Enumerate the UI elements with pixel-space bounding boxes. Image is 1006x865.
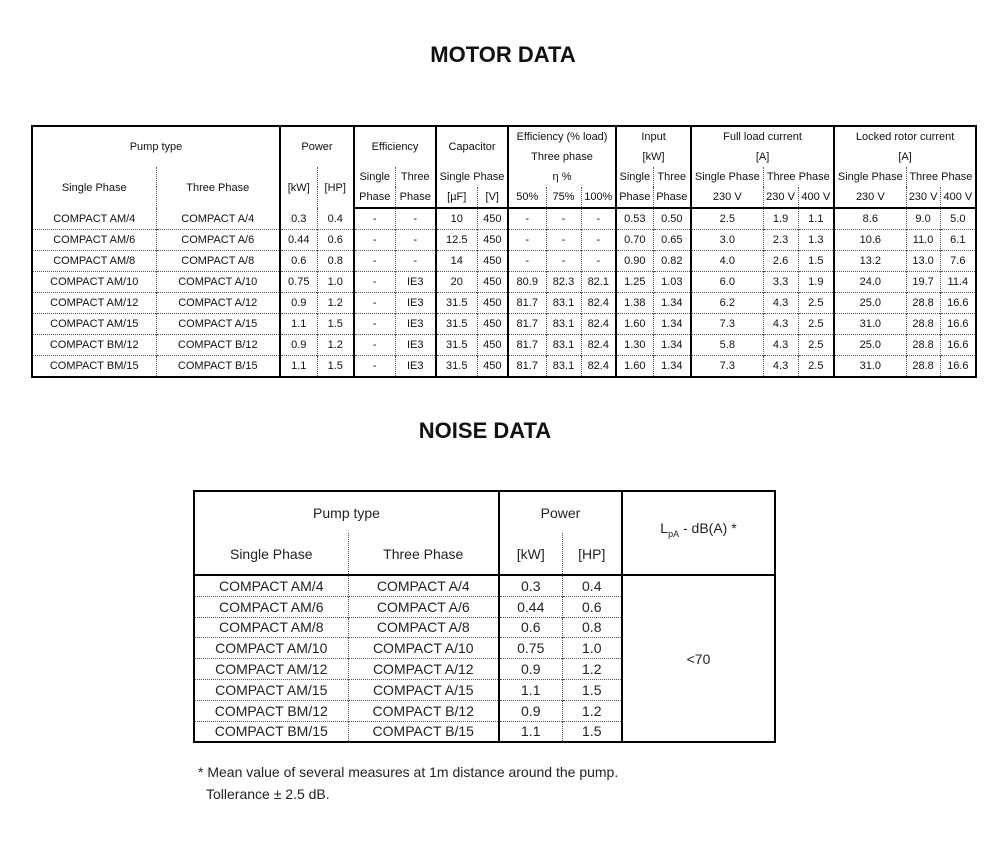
noise-header-single-phase: Single Phase [194,533,348,575]
table-cell: 24.0 [834,272,906,293]
header-power: Power [280,126,354,167]
table-cell: IE3 [395,314,436,335]
table-cell: 1.30 [616,335,653,356]
table-cell: 0.4 [317,208,354,230]
table-cell: 1.3 [798,230,834,251]
table-cell: - [546,208,581,230]
table-cell: - [395,230,436,251]
table-cell: 31.0 [834,356,906,378]
table-row [32,293,976,314]
table-row [32,314,976,335]
header-kw: [kW] [280,167,317,208]
table-cell: 0.8 [317,251,354,272]
header-input: Input [616,126,691,147]
table-cell: - [508,251,546,272]
table-cell: 7.6 [940,251,976,272]
header-input-three-phase: Phase [653,187,691,208]
table-cell: COMPACT AM/6 [194,596,348,617]
table-cell: 1.9 [763,208,798,230]
table-cell: 13.0 [906,251,940,272]
table-cell: 25.0 [834,293,906,314]
table-cell: - [354,293,395,314]
table-cell: - [354,230,395,251]
table-row [194,575,775,596]
header-input-unit: [kW] [616,147,691,167]
table-cell: - [354,208,395,230]
motor-data-table [31,125,977,378]
table-cell: 1.1 [798,208,834,230]
lpa-symbol: L [660,520,669,536]
header-flc-400: 400 V [798,187,834,208]
table-cell: 31.0 [834,314,906,335]
table-cell: 7.3 [691,314,763,335]
table-cell: 1.1 [280,356,317,378]
noise-header-power: Power [499,491,622,533]
noise-header-kw: [kW] [499,533,562,575]
table-cell: 0.75 [499,638,562,659]
header-lrc-single-phase: Single Phase [834,167,906,187]
table-cell: 1.9 [798,272,834,293]
header-flc-230-single: 230 V [691,187,763,208]
header-lrc-230-single: 230 V [834,187,906,208]
table-cell: 1.60 [616,356,653,378]
header-locked-rotor-current: Locked rotor current [834,126,976,147]
table-cell: - [395,208,436,230]
motor-table-body [32,208,976,377]
table-cell: 14 [436,251,477,272]
table-cell: 0.82 [653,251,691,272]
table-cell: COMPACT A/15 [348,679,499,700]
table-cell: 81.7 [508,335,546,356]
table-cell: 0.70 [616,230,653,251]
table-cell: 1.2 [562,659,622,680]
table-cell: COMPACT AM/8 [32,251,156,272]
table-cell: COMPACT AM/10 [194,638,348,659]
header-input-single-phase: Phase [616,187,653,208]
table-cell: 0.90 [616,251,653,272]
table-cell: 0.44 [280,230,317,251]
header-hp: [HP] [317,167,354,208]
noise-header-three-phase: Three Phase [348,533,499,575]
table-cell: 9.0 [906,208,940,230]
table-cell: COMPACT BM/12 [32,335,156,356]
table-cell: COMPACT A/8 [156,251,280,272]
header-100: 100% [581,187,616,208]
table-cell: - [581,230,616,251]
table-cell: 16.6 [940,293,976,314]
table-cell: 16.6 [940,356,976,378]
table-cell: 450 [477,230,508,251]
table-cell: COMPACT AM/4 [53,212,136,225]
table-cell: COMPACT A/12 [348,659,499,680]
table-cell: 0.6 [562,596,622,617]
table-cell: - [395,251,436,272]
table-cell: 11.4 [940,272,976,293]
table-cell: 0.50 [653,208,691,230]
table-cell: - [354,335,395,356]
table-row [32,356,976,378]
table-cell: COMPACT BM/15 [194,721,348,742]
table-cell: 2.5 [798,335,834,356]
table-cell: 0.9 [280,335,317,356]
header-input-single: Single [616,167,653,187]
table-cell: COMPACT AM/4 [218,577,324,594]
table-cell: 1.5 [798,251,834,272]
header-pump-type: Pump type [129,141,183,153]
table-cell: 450 [477,208,508,230]
table-cell: - [546,251,581,272]
table-cell: 6.0 [691,272,763,293]
table-cell: COMPACT AM/15 [194,679,348,700]
table-cell: 1.5 [562,721,622,742]
header-flc-230-three: 230 V [763,187,798,208]
table-cell: COMPACT A/4 [156,208,280,230]
table-cell: 0.6 [317,230,354,251]
table-cell: - [354,272,395,293]
table-cell: 28.8 [906,356,940,378]
table-cell: 1.2 [562,700,622,721]
table-cell: 31.5 [436,356,477,378]
table-cell: 4.0 [691,251,763,272]
table-cell: COMPACT B/12 [348,700,499,721]
table-cell: COMPACT A/15 [156,314,280,335]
table-cell: IE3 [395,272,436,293]
table-cell: 0.3 [280,208,317,230]
table-cell: 10 [436,208,477,230]
header-eff-three: Three [395,167,436,187]
table-cell: IE3 [395,335,436,356]
table-cell: 28.8 [906,314,940,335]
table-cell: 450 [477,356,508,378]
table-cell: 82.4 [581,356,616,378]
table-cell: 31.5 [436,314,477,335]
table-cell: 4.3 [763,314,798,335]
table-cell: 5.0 [940,208,976,230]
header-flc-single-phase: Single Phase [691,167,763,187]
table-cell: 2.5 [798,293,834,314]
table-cell: 450 [477,251,508,272]
table-cell: - [354,314,395,335]
header-eff-three-phase: Phase [395,187,436,208]
table-cell: 81.7 [508,356,546,378]
table-cell: 82.4 [581,293,616,314]
header-input-three: Three [653,167,691,187]
table-cell: 25.0 [834,335,906,356]
table-cell: COMPACT BM/15 [32,356,156,378]
table-cell: 12.5 [436,230,477,251]
table-cell: 6.1 [940,230,976,251]
table-cell: COMPACT A/4 [348,575,499,596]
table-cell: 1.1 [499,721,562,742]
table-cell: COMPACT A/10 [156,272,280,293]
table-cell: 31.5 [436,293,477,314]
table-row [32,251,976,272]
header-locked-rotor-unit: [A] [834,147,976,167]
table-cell: 2.5 [691,208,763,230]
table-cell: 1.34 [653,356,691,378]
header-lrc-400: 400 V [940,187,976,208]
table-cell: 83.1 [546,314,581,335]
table-cell: COMPACT B/12 [156,335,280,356]
table-cell: IE3 [395,356,436,378]
table-cell: 7.3 [691,356,763,378]
header-flc-three-phase: Three Phase [763,167,834,187]
table-cell: 1.2 [317,335,354,356]
table-cell: COMPACT A/10 [348,638,499,659]
table-cell: COMPACT AM/10 [32,272,156,293]
table-cell: 0.53 [616,208,653,230]
table-cell: 1.5 [562,679,622,700]
table-cell: COMPACT BM/12 [194,700,348,721]
header-75: 75% [546,187,581,208]
table-cell: 3.3 [763,272,798,293]
header-full-load-current: Full load current [691,126,834,147]
table-cell: 1.38 [616,293,653,314]
header-50: 50% [508,187,546,208]
table-cell: 450 [477,335,508,356]
table-row [32,272,976,293]
motor-data-title: MOTOR DATA [430,42,576,67]
table-cell: 1.25 [616,272,653,293]
table-cell: 81.7 [508,293,546,314]
noise-level-value: <70 [622,575,775,742]
table-cell: 10.6 [834,230,906,251]
table-cell: - [508,208,546,230]
table-cell: - [581,208,616,230]
table-cell: 1.2 [317,293,354,314]
table-cell: 2.6 [763,251,798,272]
table-cell: 0.75 [280,272,317,293]
table-cell: 0.44 [499,596,562,617]
table-cell: 28.8 [906,335,940,356]
table-cell: 1.0 [562,638,622,659]
table-cell: - [581,251,616,272]
table-cell: 83.1 [546,335,581,356]
table-cell: COMPACT A/6 [156,230,280,251]
table-cell: COMPACT AM/12 [32,293,156,314]
header-uf: [µF] [436,187,477,208]
table-cell: 450 [477,272,508,293]
table-cell: 0.8 [562,617,622,638]
table-cell: 450 [477,293,508,314]
table-row [32,335,976,356]
noise-header-pump-type: Pump type [313,504,380,521]
header-lrc-230-three: 230 V [906,187,940,208]
table-cell: 0.6 [280,251,317,272]
table-cell: 13.2 [834,251,906,272]
table-cell: 4.3 [763,293,798,314]
table-cell: 1.34 [653,293,691,314]
header-single-phase: Single Phase [61,181,127,194]
table-cell: 2.5 [798,356,834,378]
table-cell: 1.5 [317,314,354,335]
table-cell: 80.9 [508,272,546,293]
table-cell: - [354,356,395,378]
table-cell: 16.6 [940,314,976,335]
table-row [32,230,976,251]
header-v: [V] [477,187,508,208]
table-cell: 1.1 [499,679,562,700]
table-cell: 1.34 [653,314,691,335]
table-cell: 1.34 [653,335,691,356]
table-cell: - [354,251,395,272]
table-cell: 0.65 [653,230,691,251]
table-cell: COMPACT A/6 [348,596,499,617]
table-cell: 1.0 [317,272,354,293]
table-cell: 0.6 [499,617,562,638]
table-cell: 82.4 [581,314,616,335]
table-cell: 28.8 [906,293,940,314]
table-cell: 0.4 [562,575,622,596]
table-cell: COMPACT AM/15 [32,314,156,335]
table-cell: IE3 [395,293,436,314]
header-lrc-three-phase: Three Phase [906,167,976,187]
table-cell: 6.2 [691,293,763,314]
table-cell: COMPACT B/15 [156,356,280,378]
table-cell: 0.9 [280,293,317,314]
header-eta: η % [508,167,616,187]
table-cell: 2.5 [798,314,834,335]
header-full-load-unit: [A] [691,147,834,167]
table-cell: 5.8 [691,335,763,356]
table-cell: 83.1 [546,293,581,314]
table-row [32,208,976,230]
footnote-line-1: * Mean value of several measures at 1m distance around the pump. [198,764,619,780]
table-cell: 1.1 [280,314,317,335]
table-cell: 0.9 [499,659,562,680]
noise-header-hp: [HP] [562,533,622,575]
header-three-phase: Three Phase [156,167,280,208]
table-cell: COMPACT B/15 [348,721,499,742]
noise-header-lpa [622,491,775,575]
table-cell: COMPACT AM/6 [32,230,156,251]
table-cell: COMPACT A/12 [156,293,280,314]
table-cell: - [508,230,546,251]
header-efficiency-load: Efficiency (% load) [508,126,616,147]
table-cell: 8.6 [834,208,906,230]
table-cell: 83.1 [546,356,581,378]
noise-table-body [194,575,775,742]
table-cell: 0.3 [499,575,562,596]
lpa-unit: - dB(A) * [679,520,737,536]
table-cell: 4.3 [763,356,798,378]
table-cell: COMPACT AM/8 [194,617,348,638]
noise-data-title: NOISE DATA [418,418,552,443]
table-cell: 82.3 [546,272,581,293]
table-cell: COMPACT AM/12 [194,659,348,680]
table-cell: 4.3 [763,335,798,356]
table-cell: 2.3 [763,230,798,251]
header-efficiency: Efficiency [354,126,436,167]
noise-data-table [193,490,776,743]
table-cell: 19.7 [906,272,940,293]
table-cell: COMPACT A/8 [348,617,499,638]
lpa-subscript: pA [668,528,680,539]
table-cell: 1.5 [317,356,354,378]
table-cell: 3.0 [691,230,763,251]
table-cell: 0.9 [499,700,562,721]
header-eff-single: Single [354,167,395,187]
table-cell: 1.03 [653,272,691,293]
table-cell: 450 [477,314,508,335]
table-cell: 20 [436,272,477,293]
header-capacitor: Capacitor [436,126,508,167]
footnote-line-2: Tollerance ± 2.5 dB. [206,786,330,802]
table-cell: 11.0 [906,230,940,251]
table-cell: 31.5 [436,335,477,356]
table-cell: 81.7 [508,314,546,335]
header-cap-single-phase: Single Phase [436,167,508,187]
table-cell: 16.6 [940,335,976,356]
table-cell: 82.4 [581,335,616,356]
table-cell: 82.1 [581,272,616,293]
table-cell: - [546,230,581,251]
table-cell: 1.60 [616,314,653,335]
header-three-phase-eff: Three phase [508,147,616,167]
header-eff-single-phase: Phase [354,187,395,208]
